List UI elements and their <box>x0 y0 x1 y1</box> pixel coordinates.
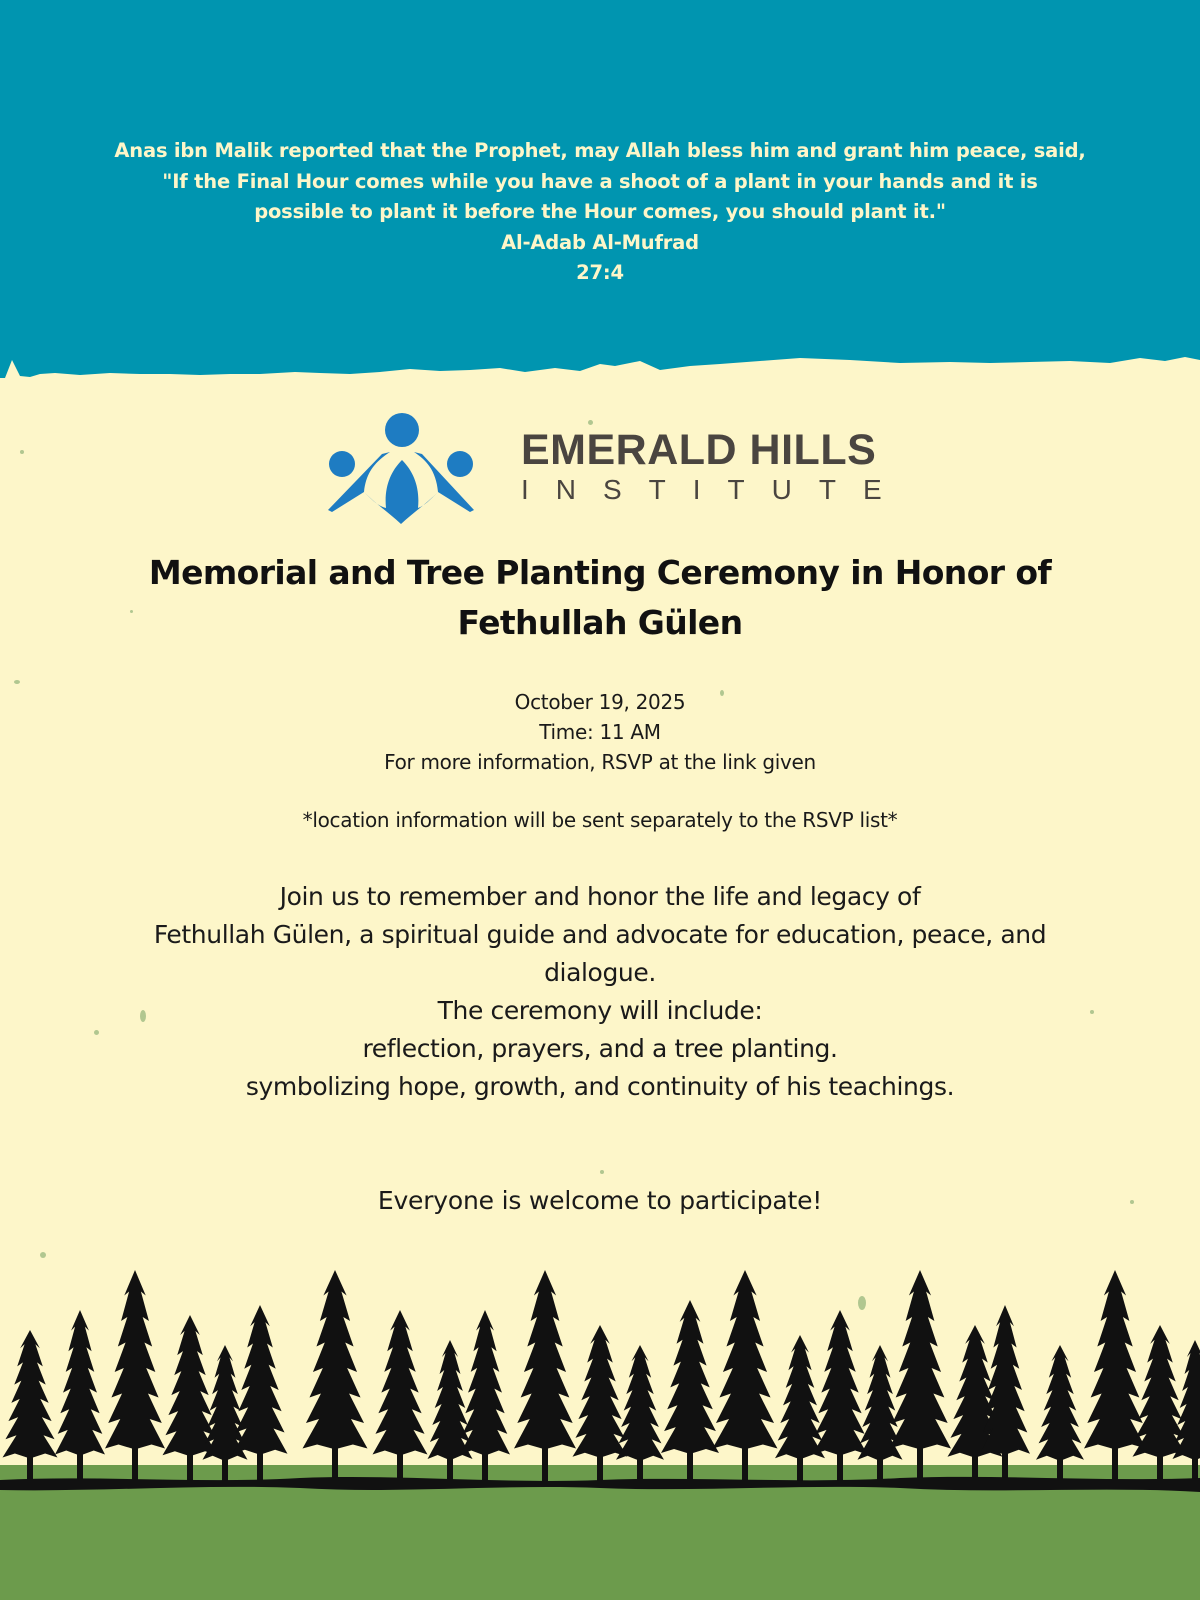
welcome-message: Everyone is welcome to participate! <box>377 1186 823 1215</box>
pine-tree-icon <box>373 1310 428 1482</box>
description-line: dialogue. <box>544 958 656 987</box>
event-time: Time: 11 AM <box>539 720 661 744</box>
pine-tree-icon <box>1133 1325 1188 1482</box>
hadith-quote <box>0 136 1200 289</box>
pine-tree-icon <box>514 1270 576 1482</box>
pine-tree-icon <box>55 1310 105 1482</box>
logo-name: EMERALD HILLS <box>521 426 877 474</box>
logo-subtitle: INSTITUTE <box>521 474 909 505</box>
description-line: Fethullah Gülen, a spiritual guide and advocate for education, peace, and <box>153 920 1047 949</box>
description-line: The ceremony will include: <box>437 996 763 1025</box>
quote-line: Anas ibn Malik reported that the Prophet, may Allah bless him and grant him peace, said, <box>114 139 1086 162</box>
pine-tree-icon <box>616 1345 664 1482</box>
pine-tree-icon <box>661 1300 719 1482</box>
page-title <box>0 548 1200 648</box>
quote-reference: 27:4 <box>576 261 624 284</box>
pine-tree-icon <box>1036 1345 1084 1482</box>
pine-tree-icon <box>428 1340 473 1482</box>
pine-tree-icon <box>713 1270 778 1482</box>
quote-line: possible to plant it before the Hour comes, you should plant it." <box>254 200 946 223</box>
pine-tree-icon <box>303 1270 368 1482</box>
speck-decoration <box>40 1252 46 1258</box>
pine-tree-icon <box>858 1345 903 1482</box>
title-line: Memorial and Tree Planting Ceremony in Honor of <box>148 553 1052 592</box>
pine-tree-icon <box>3 1330 58 1482</box>
pine-tree-icon <box>105 1270 165 1482</box>
speck-decoration <box>600 1170 604 1174</box>
pine-tree-icon <box>889 1270 951 1482</box>
speck-decoration <box>14 680 20 684</box>
quote-source: Al-Adab Al-Mufrad <box>501 230 699 254</box>
event-description <box>0 878 1200 1106</box>
pine-tree-icon <box>775 1335 825 1482</box>
tree-row <box>3 1270 1200 1482</box>
emerald-hills-logo <box>326 408 909 528</box>
description-line: Join us to remember and honor the life and legacy of <box>279 882 921 911</box>
forest-silhouette <box>0 1270 1200 1600</box>
event-date: October 19, 2025 <box>514 690 686 714</box>
title-line: Fethullah Gülen <box>457 603 743 642</box>
location-note: *location information will be sent separately to the RSVP list* <box>302 808 898 832</box>
rsvp-info: For more information, RSVP at the link given <box>384 750 816 774</box>
description-line: symbolizing hope, growth, and continuity of his teachings. <box>245 1072 955 1101</box>
event-details <box>0 687 1200 777</box>
quote-line: "If the Final Hour comes while you have a shoot of a plant in your hands and it is <box>162 169 1038 193</box>
quote-banner <box>0 0 1200 380</box>
people-logo-icon <box>326 408 486 528</box>
speck-decoration <box>20 450 24 454</box>
description-line: reflection, prayers, and a tree planting. <box>362 1034 838 1063</box>
